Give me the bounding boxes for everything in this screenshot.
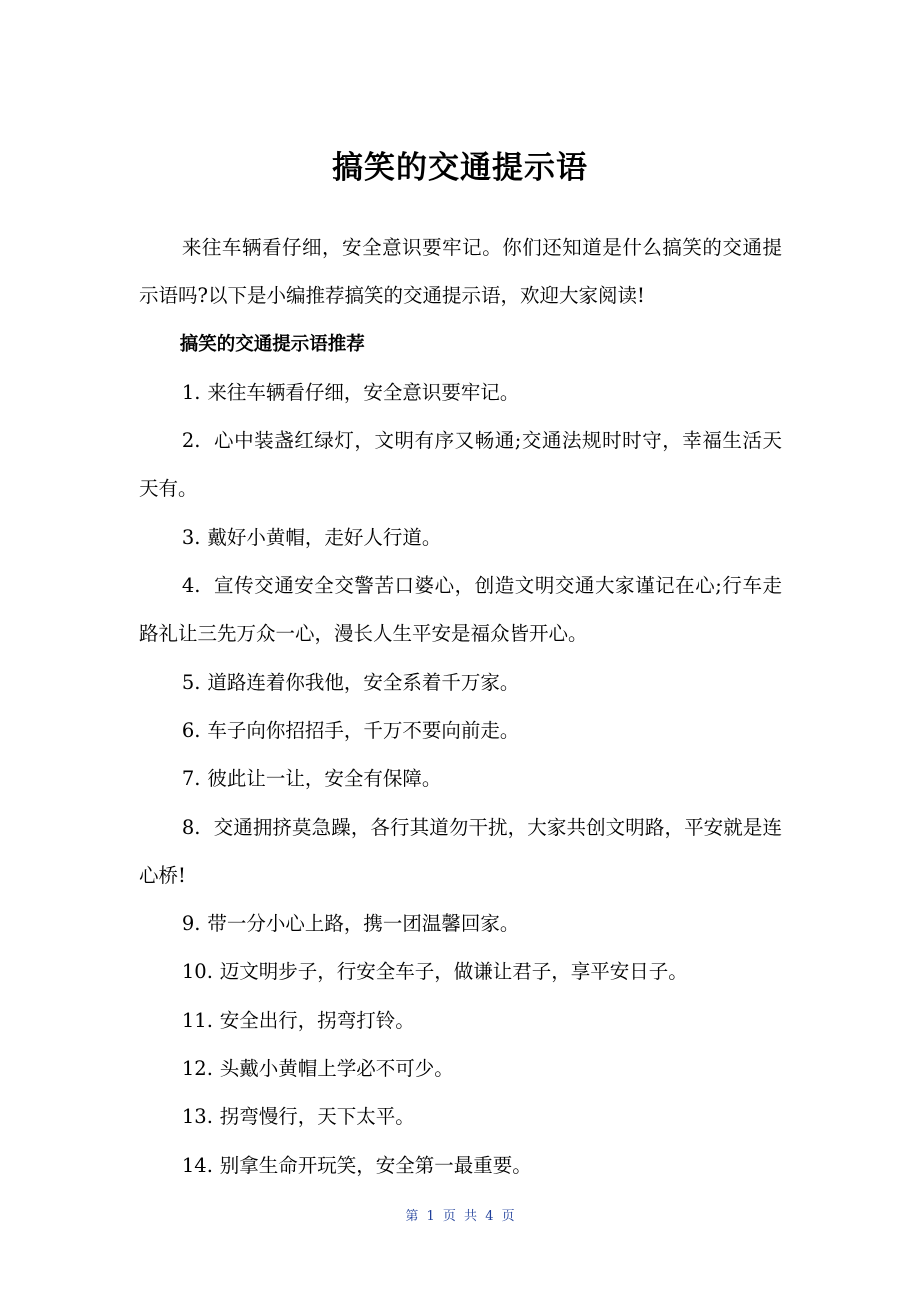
item-text: 迈文明步子，行安全车子，做谦让君子，享平安日子。 (219, 960, 688, 984)
item-text: 拐弯慢行，天下太平。 (219, 1105, 415, 1129)
document-body (139, 224, 782, 1190)
item-text: 车子向你招招手，千万不要向前走。 (207, 718, 520, 742)
item-number: 12. (181, 1057, 213, 1081)
item-text: 心中装盏红绿灯，文明有序又畅通;交通法规时时守，幸福生活天天有。 (139, 429, 782, 501)
item-number: 7. (181, 767, 201, 791)
item-text: 戴好小黄帽，走好人行道。 (207, 525, 442, 549)
document-title: 搞笑的交通提示语 (332, 150, 588, 186)
list-item (139, 900, 782, 948)
list-item (139, 948, 782, 996)
item-number: 6. (181, 718, 201, 742)
item-number: 13. (181, 1105, 213, 1129)
list-item (139, 707, 782, 755)
list-item (139, 659, 782, 707)
item-text: 别拿生命开玩笑，安全第一最重要。 (219, 1153, 532, 1177)
item-number: 14. (181, 1153, 213, 1177)
list-item (139, 417, 782, 514)
item-number: 8. (181, 815, 201, 839)
item-text: 安全出行，拐弯打铃。 (219, 1008, 415, 1032)
item-text: 交通拥挤莫急躁，各行其道勿干扰，大家共创文明路，平安就是连心桥! (139, 815, 782, 887)
item-number: 10. (181, 960, 213, 984)
item-text: 道路连着你我他，安全系着千万家。 (207, 670, 520, 694)
page-footer: 第 1 页 共 4 页 (405, 1209, 515, 1224)
section-heading: 搞笑的交通提示语推荐 (179, 333, 365, 355)
item-number: 4. (181, 574, 201, 598)
list-item (139, 1045, 782, 1093)
item-text: 来往车辆看仔细，安全意识要牢记。 (207, 380, 520, 404)
item-number: 2. (181, 429, 201, 453)
list-item (139, 1093, 782, 1141)
list-item (139, 804, 782, 901)
item-text: 带一分小心上路，携一团温馨回家。 (207, 912, 520, 936)
list-item (139, 997, 782, 1045)
item-text: 彼此让一让，安全有保障。 (207, 767, 442, 791)
list-item (139, 1142, 782, 1190)
list-item (139, 755, 782, 803)
item-number: 11. (181, 1008, 213, 1032)
item-text: 头戴小黄帽上学必不可少。 (219, 1057, 454, 1081)
list-item (139, 369, 782, 417)
list-item (139, 514, 782, 562)
item-text: 宣传交通安全交警苦口婆心，创造文明交通大家谨记在心;行车走路礼让三先万众一心，漫长人生平安是福众皆开心。 (139, 574, 782, 646)
item-number: 3. (181, 525, 201, 549)
item-number: 5. (181, 670, 201, 694)
item-number: 1. (181, 380, 201, 404)
intro-paragraph: 来往车辆看仔细，安全意识要牢记。你们还知道是什么搞笑的交通提示语吗?以下是小编推荐搞笑的交通提示语，欢迎大家阅读! (139, 236, 782, 308)
item-number: 9. (181, 912, 201, 936)
list-item (139, 562, 782, 659)
slogan-list (139, 369, 782, 1190)
